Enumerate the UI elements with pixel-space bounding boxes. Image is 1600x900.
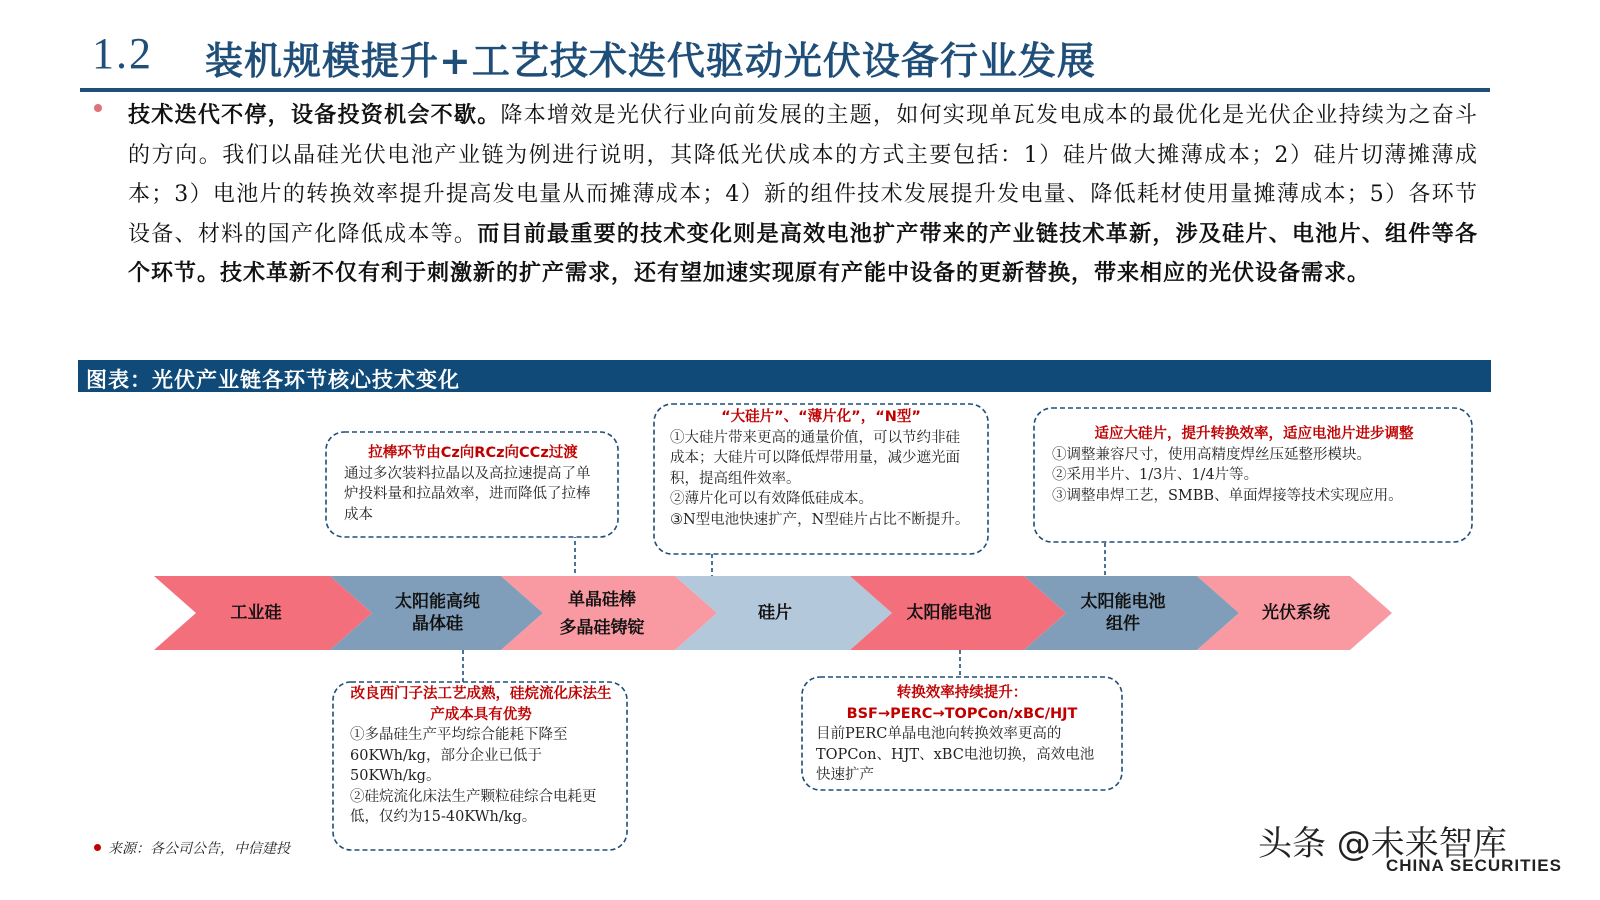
callout-wafer-line-3: ③N型电池快速扩产，N型硅片占比不断提升。	[670, 511, 970, 528]
callout-cell-head-2: BSF→PERC→TOPCon/xBC/HJT	[846, 705, 1078, 722]
tail-bold: 而目前最重要的技术变化则是高效电池扩产带来的产业链技术革新，涉及硅片、电池片、组件等各个环节。技术革新不仅有利于刺激新的扩产需求，还有望加速实现原有产能中设备的更新替换，带来相应的光伏设备需求。	[128, 220, 1478, 286]
brand-logo-text: CHINA SECURITIES	[1386, 856, 1562, 875]
callout-rod-body: 通过多次装料拉晶以及高拉速提高了单炉投料量和拉晶效率，进而降低了拉棒成本	[344, 465, 591, 523]
callout-module-line-1: ①调整兼容尺寸，使用高精度焊丝压延整形模块。	[1052, 446, 1371, 463]
source-dot	[94, 844, 101, 851]
watermark-text: 头条 @未来智库	[1258, 824, 1507, 864]
callout-poly	[350, 684, 612, 828]
chain-label-3: 单晶硅棒 多晶硅铸锭	[559, 590, 645, 638]
callout-module-line-2: ②采用半片、1/3片、1/4片等。	[1052, 467, 1259, 483]
chain-label-4: 硅片	[758, 603, 792, 623]
callout-rod	[344, 443, 602, 525]
callout-module-head: 适应大硅片，提升转换效率，适应电池片进步调整	[1094, 426, 1414, 442]
callout-wafer-line-1: ①大硅片带来更高的通量价值，可以节约非硅成本；大硅片可以降低焊带用量，减少遮光面积，提高组件效率。	[670, 429, 960, 487]
callout-cell-body: 目前PERC单晶电池向转换效率更高的TOPCon、HJT、xBC电池切换，高效电池快速扩产	[816, 726, 1095, 783]
chain-label-2: 太阳能高纯 晶体硅	[395, 592, 480, 634]
source-note: 来源：各公司公告，中信建投	[108, 841, 290, 857]
callout-poly-head: 改良西门子法工艺成熟，硅烷流化床法生产成本具有优势	[350, 686, 612, 723]
page-title: 装机规模提升+工艺技术迭代驱动光伏设备行业发展	[205, 39, 1096, 83]
figure-title: 图表：光伏产业链各环节核心技术变化	[86, 368, 460, 392]
callout-module	[1052, 424, 1456, 506]
callout-wafer-head: “大硅片”、“薄片化”，“N型”	[721, 409, 921, 425]
callout-poly-line-1: ①多晶硅生产平均综合能耗下降至60KWh/kg，部分企业已低于50KWh/kg。	[350, 727, 568, 784]
callout-cell-head-1: 转换效率持续提升：	[896, 685, 1028, 701]
section-number: 1.2	[92, 29, 153, 78]
chain-label-7: 光伏系统	[1262, 603, 1330, 623]
chain-label-5: 太阳能电池	[906, 603, 992, 623]
callout-poly-line-2: ②硅烷流化床法生产颗粒硅综合电耗更低，仅约为15-40KWh/kg。	[350, 788, 597, 825]
callout-rod-head: 拉棒环节由Cz向RCz向CCz过渡	[368, 445, 578, 461]
callout-cell	[816, 683, 1108, 786]
chain-label-6: 太阳能电池 组件	[1080, 592, 1166, 634]
callout-module-line-3: ③调整串焊工艺，SMBB、单面焊接等技术实现应用。	[1052, 487, 1403, 504]
callout-wafer	[670, 407, 972, 530]
callout-wafer-line-2: ②薄片化可以有效降低硅成本。	[670, 491, 873, 507]
lead-bold: 技术迭代不停，设备投资机会不歇。	[128, 102, 501, 128]
body-text: 降本增效是光伏行业向前发展的主题，如何实现单瓦发电成本的最优化是光伏企业持续为之奋斗的方向。我们以晶硅光伏电池产业链为例进行说明，其降低光伏成本的方式主要包括：1）硅片做大摊薄成本；2）硅片切薄摊薄成本；3）电池片的转换效率提升提高发电量从而摊薄成本；4）新的组件技术发展提升发电量、降低耗材使用量摊薄成本；5）各环节设备、材料的国产化降低成本等。	[128, 103, 1478, 247]
chain-label-1: 工业硅	[230, 603, 282, 623]
